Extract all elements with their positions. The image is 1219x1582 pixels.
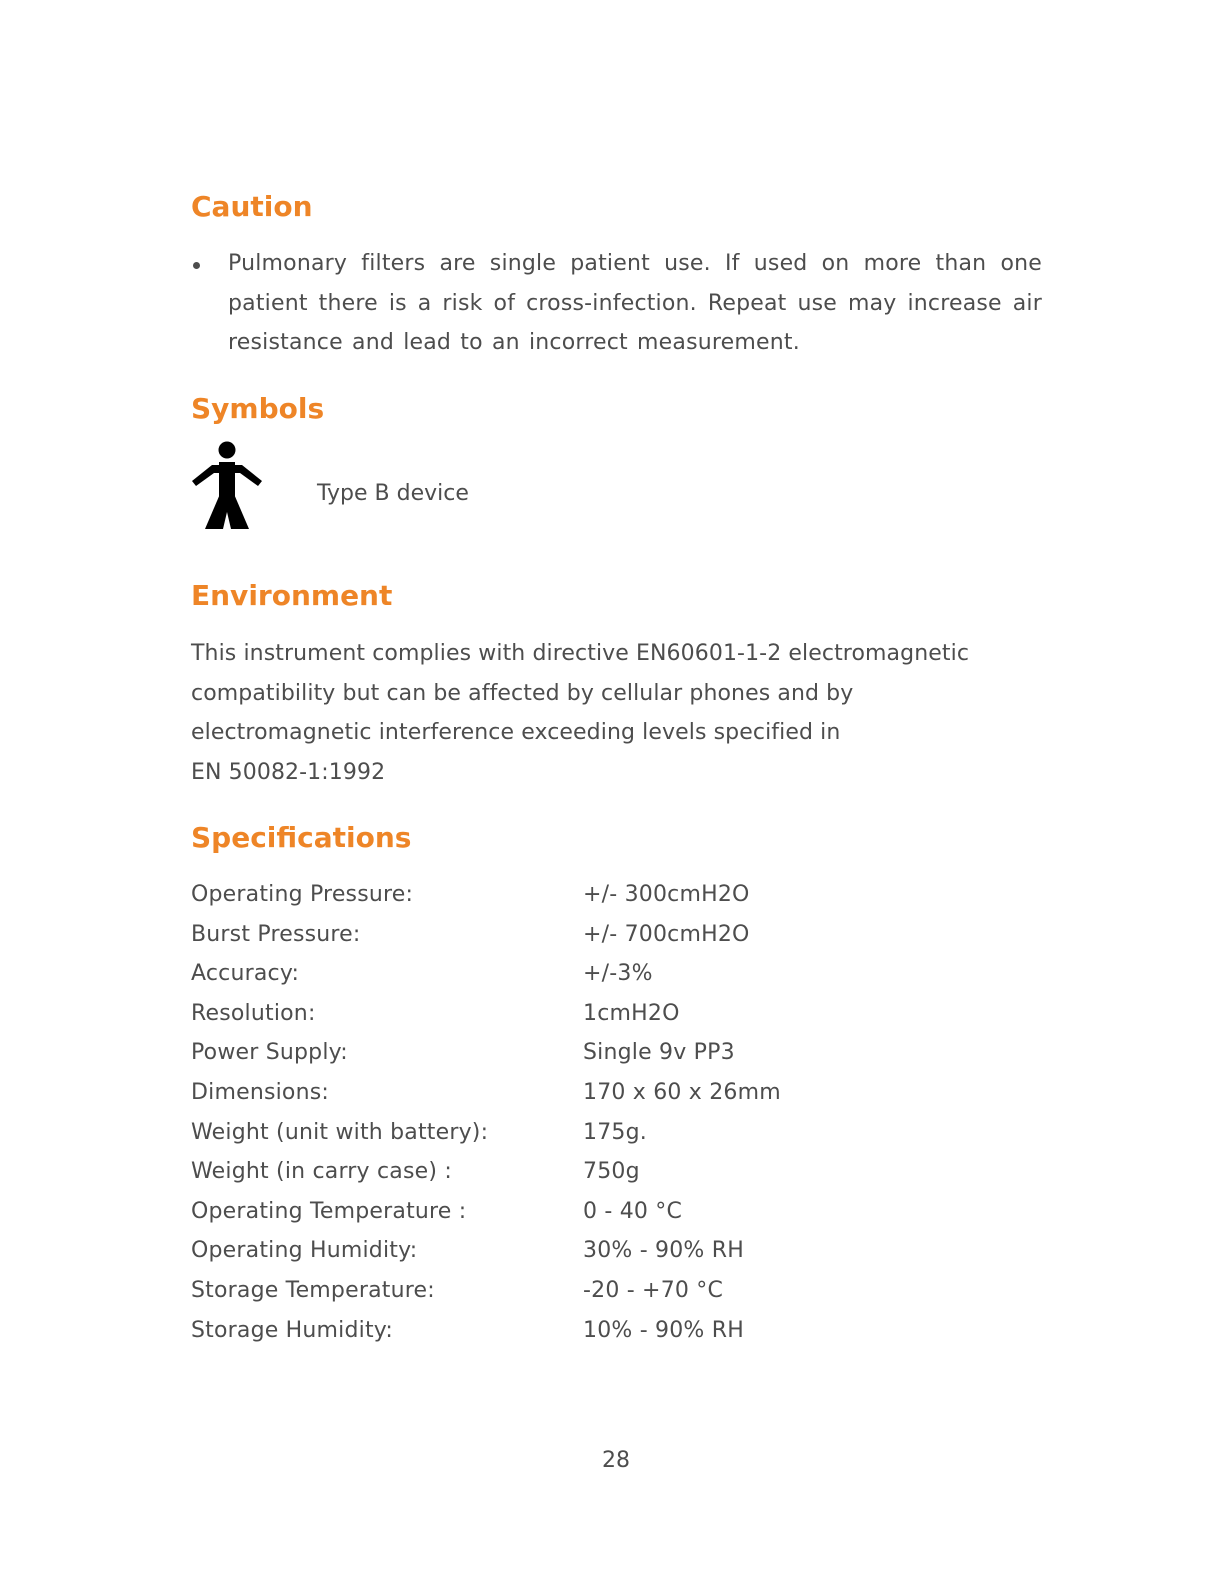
spec-label: Operating Pressure: (191, 882, 414, 907)
spec-value: 175g. (583, 1119, 647, 1145)
spec-label: Operating Humidity: (191, 1238, 418, 1264)
spec-value: +/-3% (583, 961, 653, 987)
environment-line: EN 50082-1:1992 (191, 760, 386, 786)
spec-label: Accuracy: (191, 961, 300, 987)
spec-label: Weight (in carry case) : (191, 1159, 452, 1185)
spec-label: Weight (unit with battery): (191, 1119, 489, 1145)
spec-value: 750g (583, 1159, 640, 1185)
environment-paragraph (191, 634, 1061, 793)
spec-value: Single 9v PP3 (583, 1040, 735, 1066)
symbol-label-type-b-device: Type B device (317, 481, 469, 506)
symbols-heading: Symbols (191, 392, 325, 425)
specifications-heading: Specifications (191, 821, 412, 854)
bullet-icon (193, 262, 200, 269)
spec-value: 30% - 90% RH (583, 1238, 744, 1264)
spec-label: Operating Temperature : (191, 1198, 467, 1224)
caution-bullet-text: Pulmonary filters are single patient use. If used on more than one patient there is a risk of cross-infection. Repeat use may increase air resistance and lead to an incorrect measurement. (228, 251, 1042, 356)
environment-heading: Environment (191, 579, 393, 612)
spec-value: 10% - 90% RH (583, 1317, 744, 1343)
page-number: 28 (602, 1448, 630, 1473)
spec-label: Storage Humidity: (191, 1317, 394, 1343)
caution-heading: Caution (191, 190, 313, 223)
spec-value: 0 - 40 °C (583, 1198, 683, 1224)
spec-value: 170 x 60 x 26mm (583, 1079, 781, 1105)
spec-label: Storage Temperature: (191, 1277, 435, 1303)
spec-label: Power Supply: (191, 1040, 348, 1066)
spec-label: Resolution: (191, 1000, 316, 1026)
type-b-device-person-icon (190, 440, 264, 532)
environment-line: This instrument complies with directive EN60601-1-2 electromagnetic (191, 641, 970, 666)
caution-bullet-list (191, 244, 1042, 363)
spec-value: +/- 300cmH2O (583, 882, 750, 907)
environment-line: electromagnetic interference exceeding levels specified in (191, 720, 841, 746)
spec-label: Burst Pressure: (191, 921, 361, 947)
spec-label: Dimensions: (191, 1079, 330, 1105)
environment-line: compatibility but can be affected by cellular phones and by (191, 680, 854, 706)
spec-value: +/- 700cmH2O (583, 921, 750, 947)
spec-value: -20 - +70 °C (583, 1277, 724, 1303)
spec-value: 1cmH2O (583, 1000, 680, 1026)
